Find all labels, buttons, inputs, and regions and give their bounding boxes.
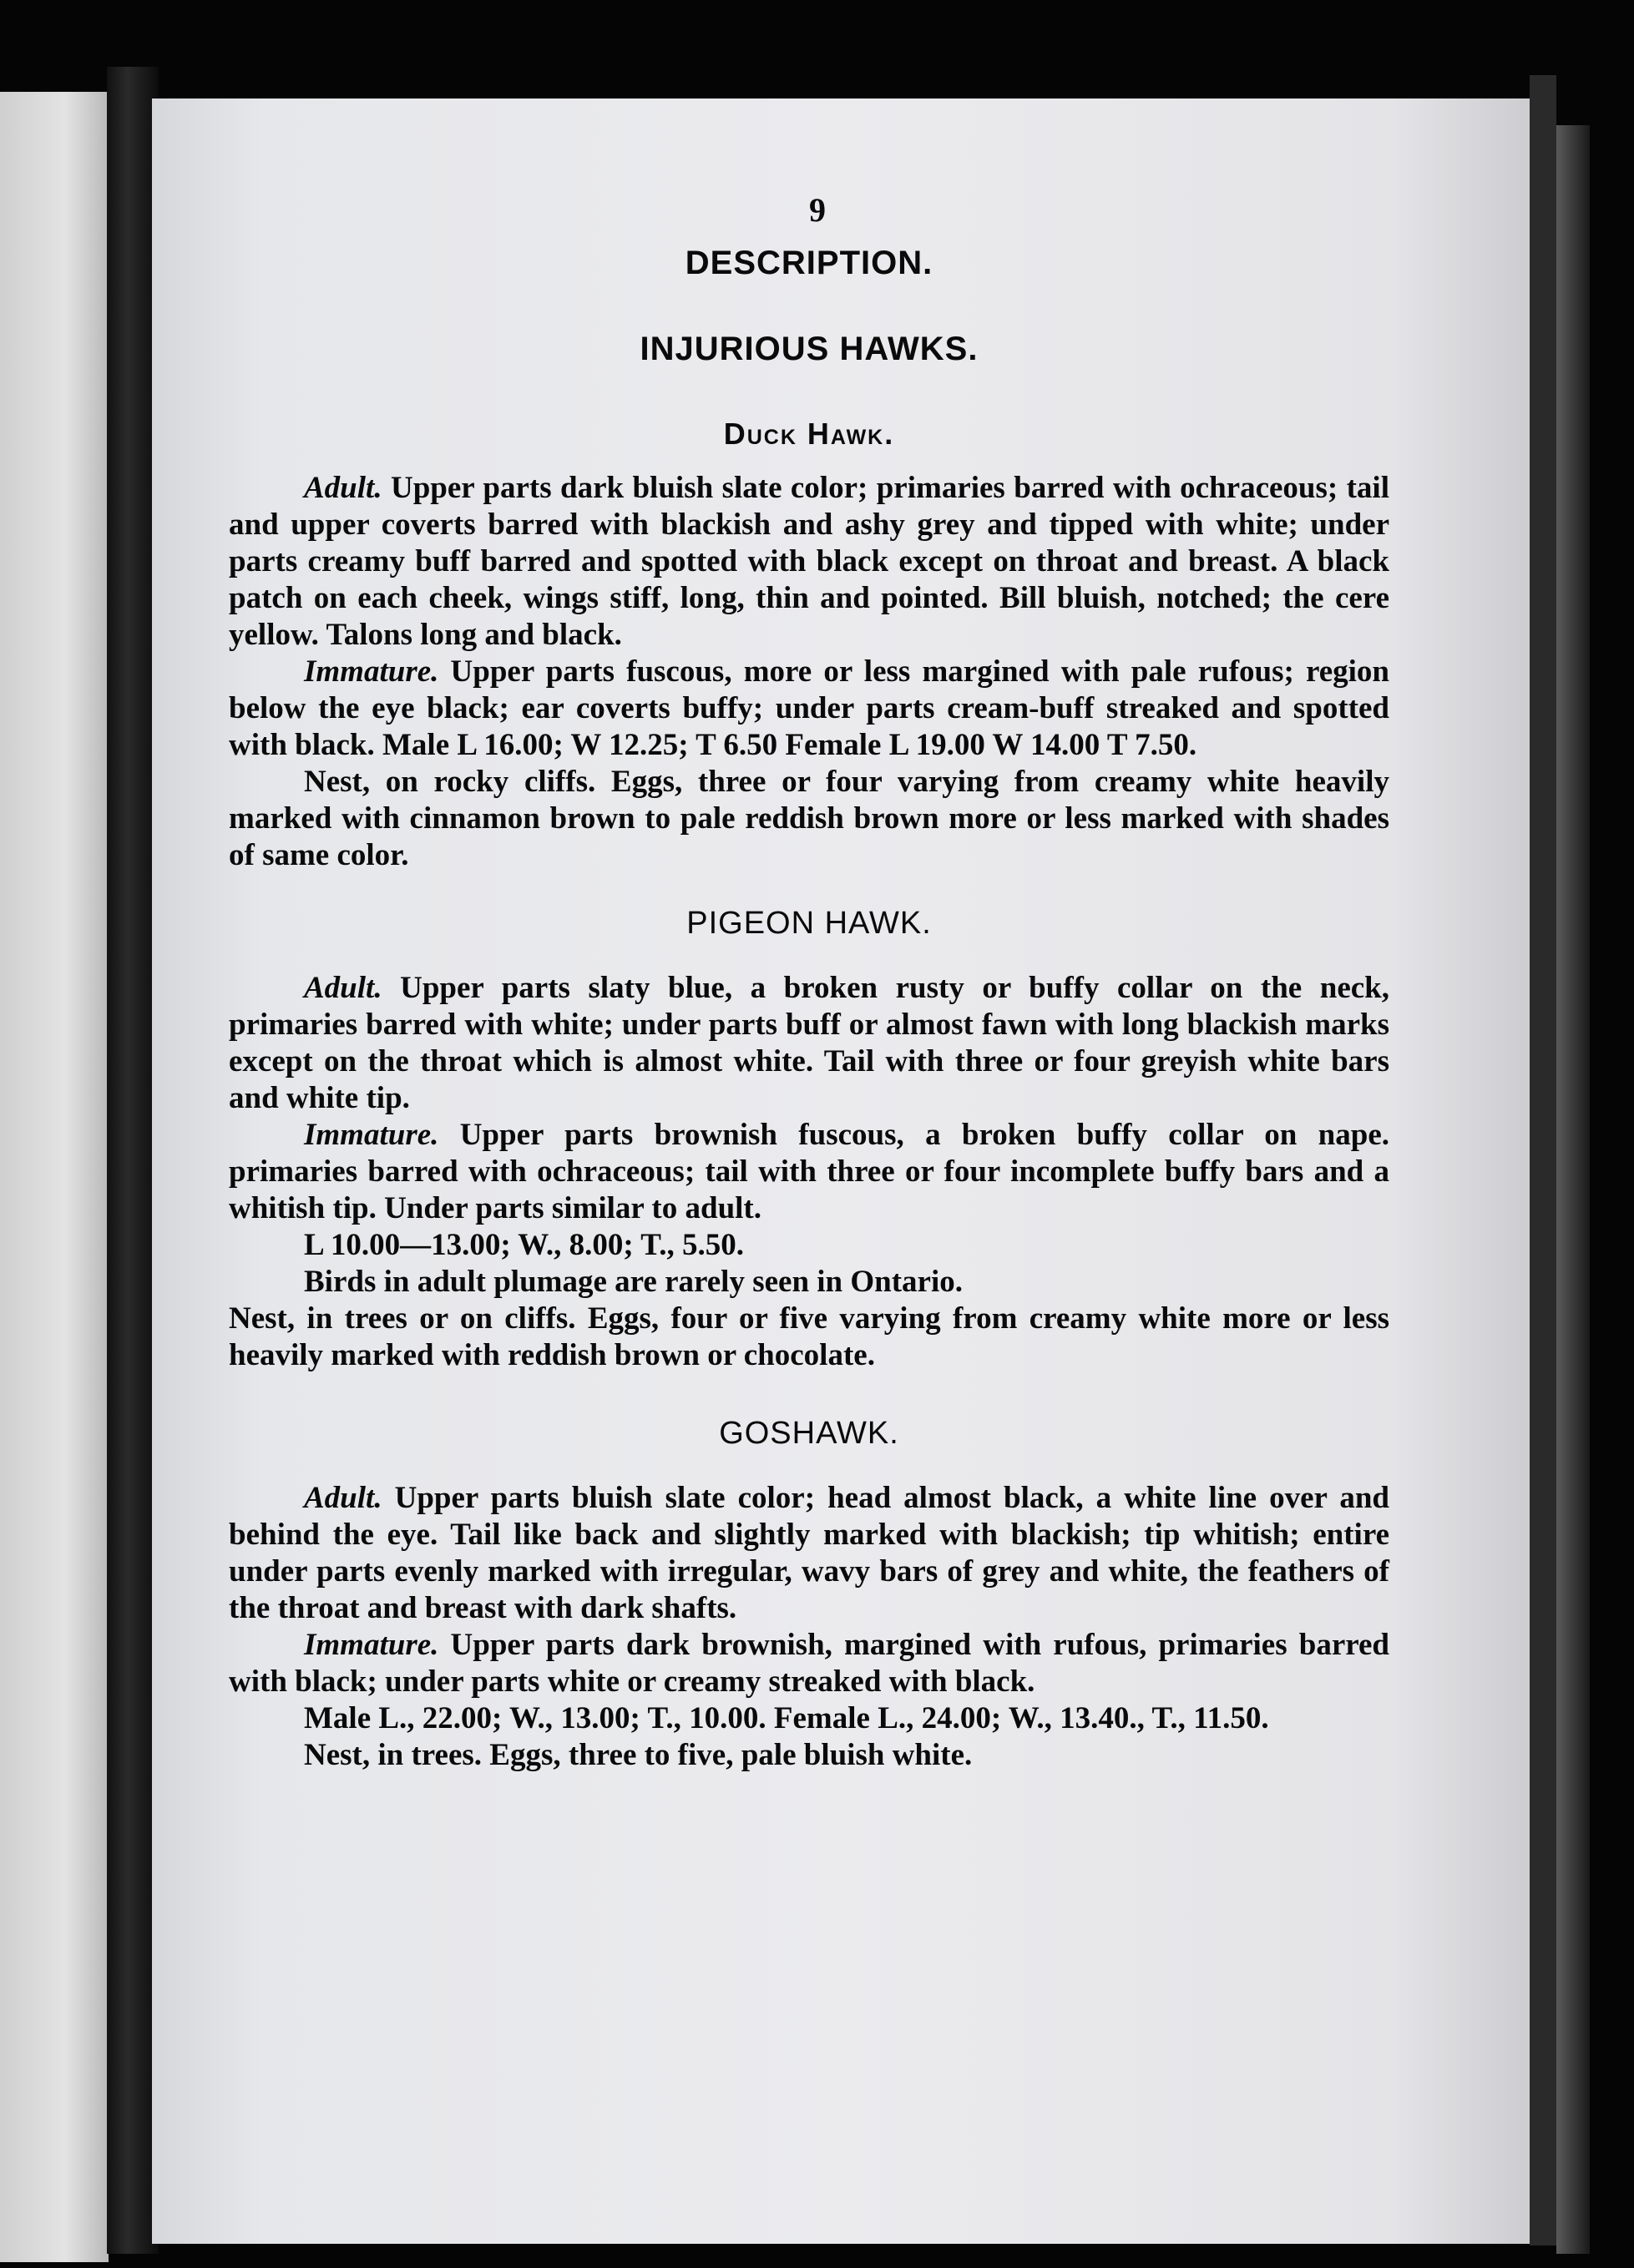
book-page — [152, 98, 1530, 2244]
species-heading: GOSHAWK. — [719, 1416, 899, 1451]
paragraph-adult — [229, 1480, 1389, 1627]
paragraph-note — [229, 1264, 1389, 1301]
species-duck-hawk — [229, 417, 1389, 874]
paragraph-label: Adult. — [304, 971, 382, 1005]
paragraph-text: Upper parts dark bluish slate color; primaries barred with ochraceous; tail and upper coverts barred with blackish and ashy grey and tipped with white; under parts creamy buff barred and spotted with black except on throat and breast. A black patch on each cheek, wings stiff, long, thin and pointed. Bill bluish, notched; the cere yellow. Talons long and black. — [229, 471, 1389, 652]
species-heading: Duck Hawk. — [723, 417, 895, 451]
page-number: 9 — [809, 191, 826, 229]
paragraph-adult — [229, 970, 1389, 1117]
paragraph-text: Upper parts bluish slate color; head almost black, a white line over and behind the eye. Tail like back and slightly marked with blackish; tip whitish; entire under parts evenly marked with irregular, wavy bars of grey and white, the feathers of the throat and breast with dark shafts. — [229, 1481, 1389, 1625]
paragraph-immature — [229, 1117, 1389, 1227]
paragraph-adult — [229, 470, 1389, 654]
book-gutter — [107, 67, 159, 2254]
paragraph-nest — [229, 1301, 1389, 1374]
species-heading: PIGEON HAWK. — [686, 906, 932, 941]
paragraph-label: Immature. — [304, 654, 439, 689]
right-page-edge — [1530, 75, 1556, 2245]
paragraph-text: Birds in adult plumage are rarely seen in Ontario. — [304, 1265, 964, 1299]
paragraph-label: Adult. — [304, 471, 382, 505]
paragraph-text: Upper parts slaty blue, a broken rusty or buffy collar on the neck, primaries barred with white; under parts buff or almost fawn with long blackish marks except on the throat which is almost white. Tail with three or four greyish white bars and white tip. — [229, 971, 1389, 1115]
paragraph-label: Adult. — [304, 1481, 382, 1515]
paragraph-measurements — [229, 1227, 1389, 1264]
paragraph-measurements — [229, 1700, 1389, 1737]
paragraph-label: Immature. — [304, 1628, 439, 1662]
paragraph-text: Nest, in trees. Eggs, three to five, pale bluish white. — [304, 1738, 973, 1772]
paragraph-nest — [229, 1737, 1389, 1774]
paragraph-text: Upper parts brownish fuscous, a broken buffy collar on nape. primaries barred with ochraceous; tail with three or four incomplete buffy bars and a whitish tip. Under parts similar to adult. — [229, 1118, 1389, 1225]
paragraph-text: Upper parts fuscous, more or less margined with pale rufous; region below the eye black; ear coverts buffy; under parts cream-buff streaked and spotted with black. Male L 16.00; W 12.25; T 6.50 Female L 19.00 W 14.00 T 7.50. — [229, 654, 1389, 762]
section-heading: INJURIOUS HAWKS. — [640, 331, 979, 367]
paragraph-text: L 10.00—13.00; W., 8.00; T., 5.50. — [304, 1228, 744, 1262]
page-content — [229, 190, 1389, 1774]
paragraph-nest — [229, 764, 1389, 874]
outer-margin-shadow — [1556, 125, 1590, 2254]
paragraph-text: Nest, on rocky cliffs. Eggs, three or four varying from creamy white heavily marked with cinnamon brown to pale reddish brown more or less marked with shades of same color. — [229, 765, 1389, 872]
paragraph-text: Nest, in trees or on cliffs. Eggs, four or five varying from creamy white more or less heavily marked with reddish brown or chocolate. — [229, 1301, 1389, 1372]
left-page-edge — [0, 92, 109, 2262]
species-goshawk — [229, 1416, 1389, 1774]
paragraph-label: Immature. — [304, 1118, 439, 1152]
paragraph-text: Upper parts dark brownish, margined with rufous, primaries barred with black; under parts white or creamy streaked with black. — [229, 1628, 1389, 1699]
species-pigeon-hawk — [229, 906, 1389, 1374]
paragraph-immature — [229, 1627, 1389, 1700]
paragraph-immature — [229, 654, 1389, 764]
page-title: DESCRIPTION. — [685, 245, 933, 281]
paragraph-text: Male L., 22.00; W., 13.00; T., 10.00. Female L., 24.00; W., 13.40., T., 11.50. — [304, 1701, 1269, 1735]
